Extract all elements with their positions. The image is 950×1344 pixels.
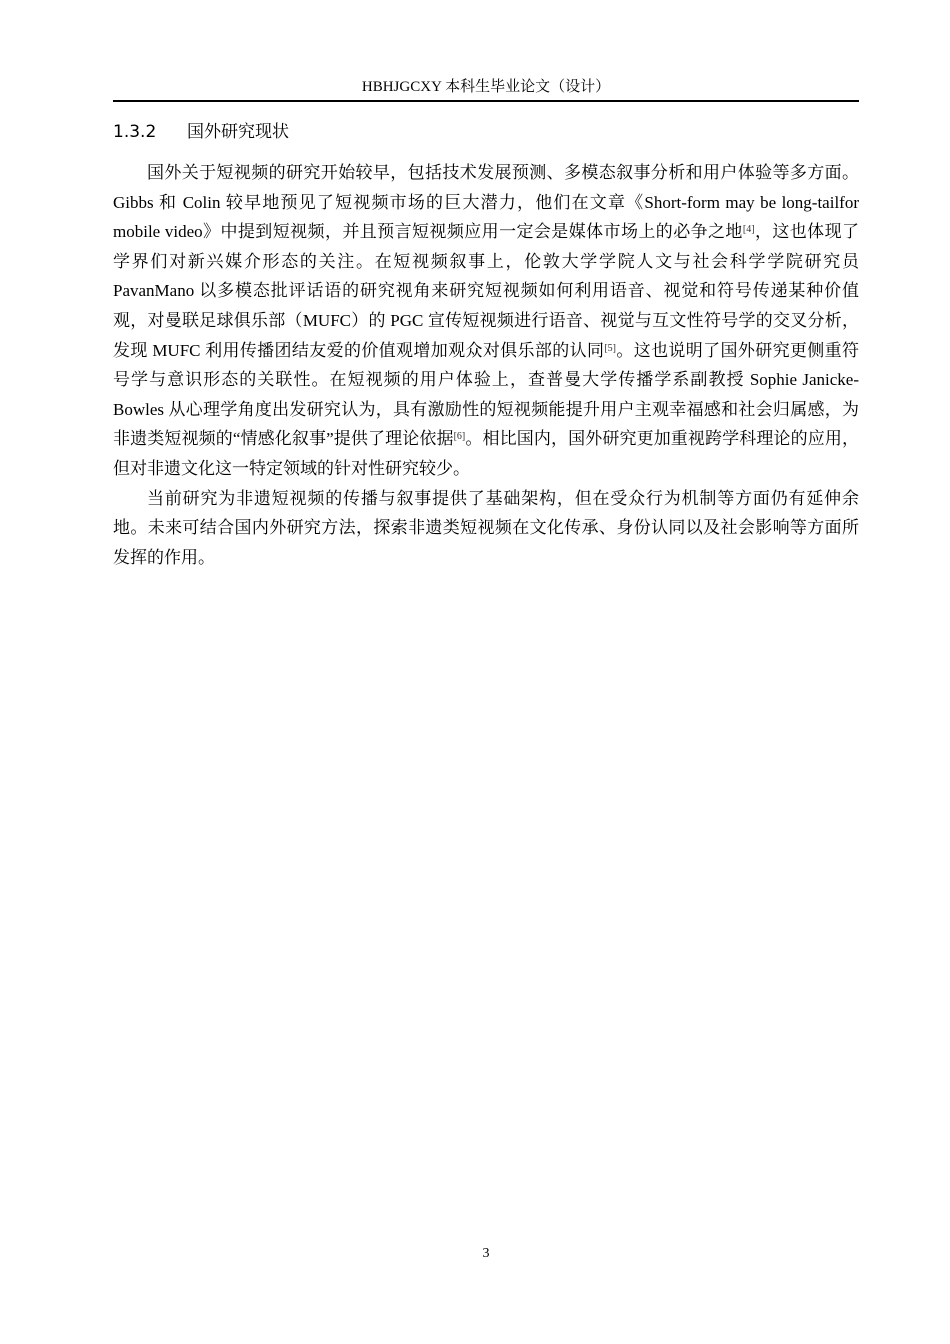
- body-text: [113, 158, 859, 572]
- section-number: 1.3.2: [113, 122, 157, 142]
- citation-marker: [5]: [604, 342, 616, 354]
- page-number: 3: [482, 1246, 490, 1261]
- page-header: HBHJGCXY 本科生毕业论文（设计）: [361, 79, 611, 95]
- paragraph-text: 国外关于短视频的研究开始较早，包括技术发展预测、多模态叙事分析和用户体验等多方面。Gibbs 和 Colin 较早地预见了短视频市场的巨大潜力，他们在文章《Short-form may be long-tailfor mobile video》中提到短视频，并且预言短视频应用一定会是媒体市场上的必争之地: [113, 163, 859, 242]
- paragraph-summary: [113, 484, 859, 573]
- paragraph-text: 。这也说明了国外研究更侧重符号学与意识形态的关联性。在短视频的用户体验上，查普曼大学传播学系副教授 Sophie Janicke-Bowles 从心理学角度出发研究认为，具有激励性的短视频能提升用户主观幸福感和社会归属感，为非遗类短视频的“情感化叙事”提供了理论依据: [113, 340, 859, 449]
- paragraph-text: 。相比国内，国外研究更加重视跨学科理论的应用，但对非遗文化这一特定领域的针对性研究较少。: [113, 429, 860, 478]
- paragraph-text: ，这也体现了学界们对新兴媒介形态的关注。在短视频叙事上，伦敦大学学院人文与社会科学学院研究员 PavanMano 以多模态批评话语的研究视角来研究短视频如何利用语音、视觉和符号传递某种价值观，对曼联足球俱乐部（MUFC）的 PGC 宣传短视频进行语音、视觉与互文性符号学的交叉分析，发现 MUFC 利用传播团结友爱的价值观增加观众对俱乐部的认同: [113, 222, 860, 360]
- section-title: 国外研究现状: [187, 122, 289, 142]
- paragraph-text: 当前研究为非遗短视频的传播与叙事提供了基础架构，但在受众行为机制等方面仍有延伸余地。未来可结合国内外研究方法，探索非遗类短视频在文化传承、身份认同以及社会影响等方面所发挥的作用。: [113, 488, 859, 567]
- citation-marker: [4]: [742, 224, 755, 236]
- paragraph-foreign-research: [113, 158, 859, 484]
- citation-marker: [6]: [453, 431, 466, 443]
- header-divider: [113, 100, 859, 102]
- section-heading: [113, 118, 859, 146]
